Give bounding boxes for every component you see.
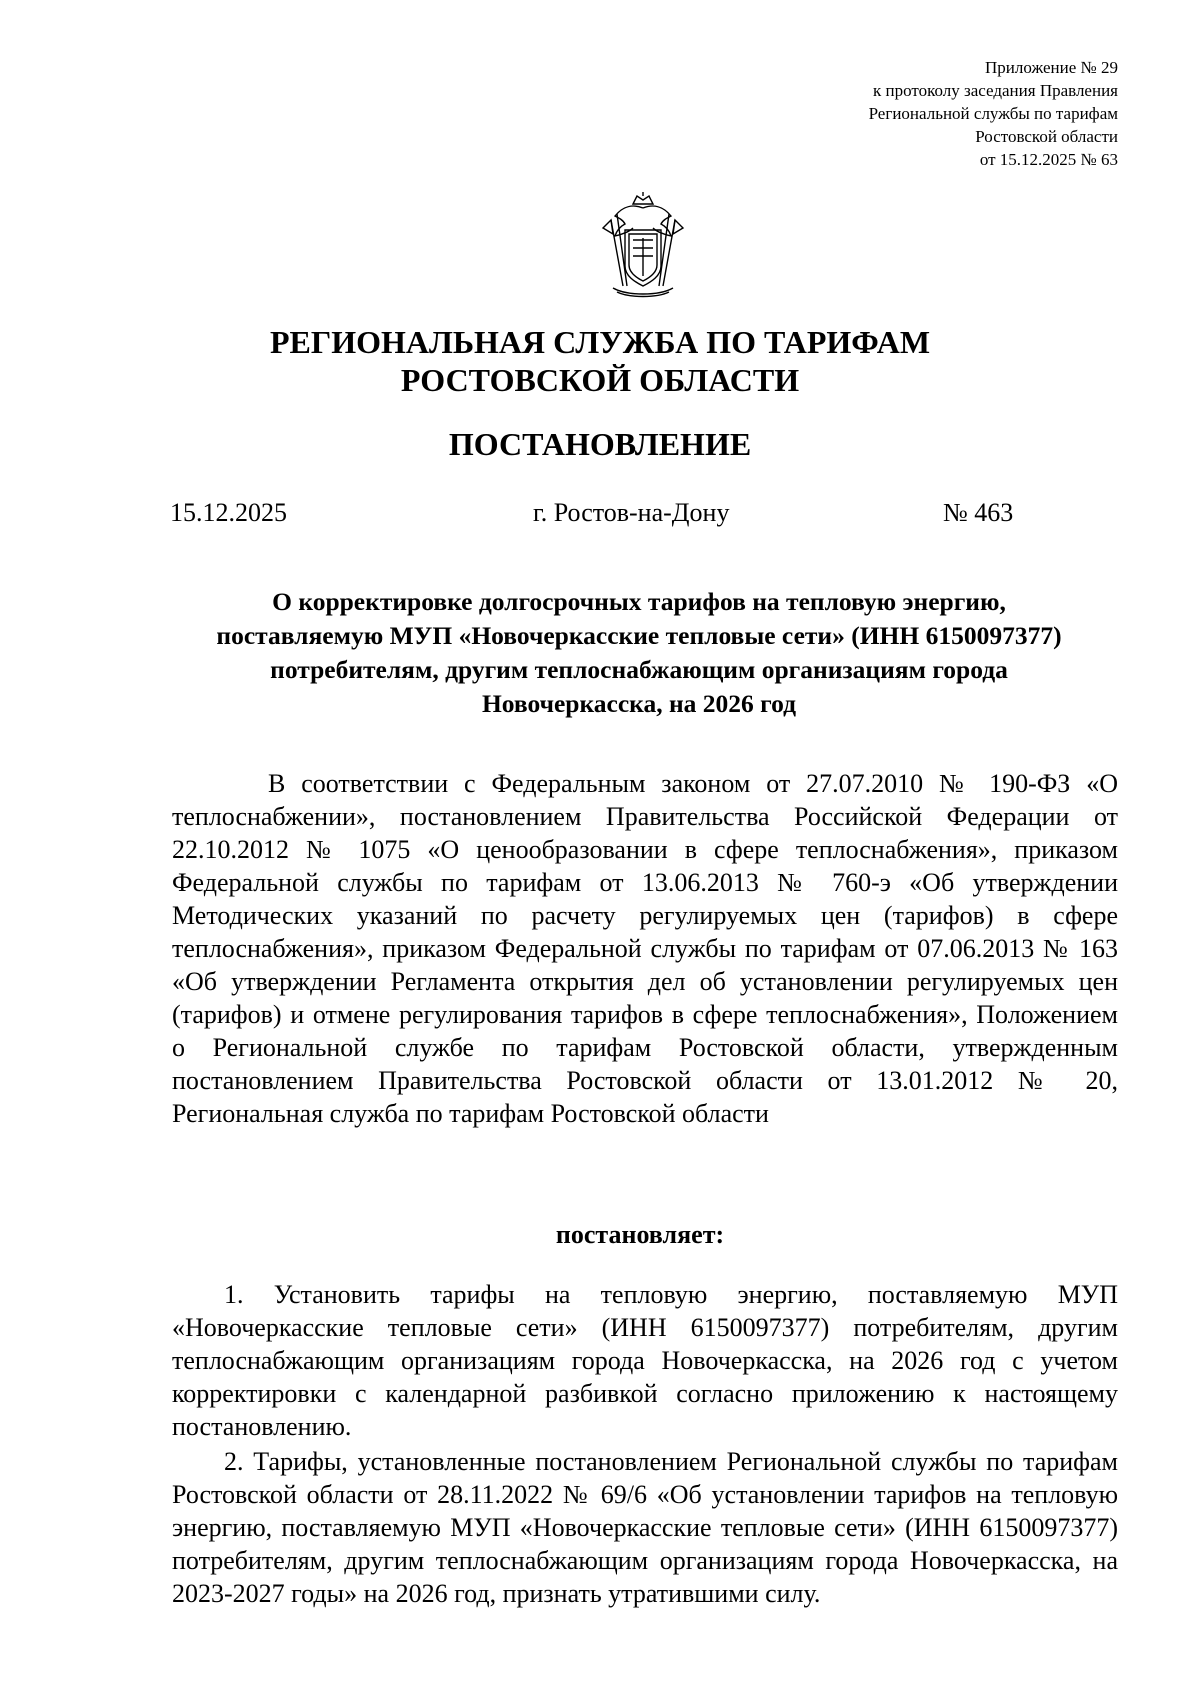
appendix-note-line: от 15.12.2025 № 63 <box>979 150 1118 169</box>
agency-name-line: РОСТОВСКОЙ ОБЛАСТИ <box>400 362 800 398</box>
appendix-note-line: Ростовской области <box>975 127 1118 146</box>
subject-line: поставляемую МУП «Новочеркасские тепловые сети» (ИНН 6150097377) <box>216 621 1062 650</box>
resolution-item: 2. Тарифы, установленные постановлением Региональной службы по тарифам Ростовской области от 28.11.2022 № 69/6 «Об установлении тарифов на тепловую энергию, поставляемую МУП «Новочеркасские тепловые сети» (ИНН 6150097377) потребителям, другим теплоснабжающим организациям города Новочеркасска, на 2023-2027 годы» на 2026 год, признать утратившими силу. <box>172 1447 1118 1608</box>
subject-line: О корректировке долгосрочных тарифов на тепловую энергию, <box>272 587 1006 616</box>
subject-line: Новочеркасска, на 2026 год <box>481 689 797 718</box>
document-subject <box>160 585 1118 721</box>
agency-name <box>0 323 1200 399</box>
coat-of-arms-icon <box>593 190 693 300</box>
subject-line: потребителям, другим теплоснабжающим организациям города <box>270 655 1008 684</box>
document-type: ПОСТАНОВЛЕНИЕ <box>448 426 752 462</box>
document-meta <box>170 495 1017 531</box>
agency-name-line: РЕГИОНАЛЬНАЯ СЛУЖБА ПО ТАРИФАМ <box>269 324 931 360</box>
appendix-note-line: Региональной службы по тарифам <box>868 104 1118 123</box>
document-number: № 463 <box>943 498 1014 527</box>
document-city: г. Ростов-на-Дону <box>533 498 730 527</box>
resolution-item: 1. Установить тарифы на тепловую энергию, поставляемую МУП «Новочеркасские тепловые сети» (ИНН 6150097377) потребителям, другим теплоснабжающим организациям города Новочеркасска, на 2026 год с учетом корректировки с календарной разбивкой согласно приложению к настоящему постановлению. <box>172 1280 1118 1441</box>
appendix-note-line: Приложение № 29 <box>985 58 1118 77</box>
appendix-note <box>869 56 1118 171</box>
document-date: 15.12.2025 <box>170 498 287 527</box>
preamble-paragraph: В соответствии с Федеральным законом от 27.07.2010 № 190-ФЗ «О теплоснабжении», постановлением Правительства Российской Федерации от 22.10.2012 № 1075 «О ценообразовании в сфере теплоснабжения», приказом Федеральной службы по тарифам от 13.06.2013 № 760-э «Об утверждении Методических указаний по расчету регулируемых цен (тарифов) в сфере теплоснабжения», приказом Федеральной службы по тарифам от 07.06.2013 № 163 «Об утверждении Регламента открытия дел об установлении регулируемых цен (тарифов) и отмене регулирования тарифов в сфере теплоснабжения», Положением о Региональной службе по тарифам Ростовской области, утвержденным постановлением Правительства Ростовской области от 13.01.2012 № 20, Региональная служба по тарифам Ростовской области <box>172 769 1118 1128</box>
decides-heading: постановляет: <box>555 1220 725 1249</box>
appendix-note-line: к протоколу заседания Правления <box>873 81 1118 100</box>
resolution-items <box>172 1278 1118 1612</box>
